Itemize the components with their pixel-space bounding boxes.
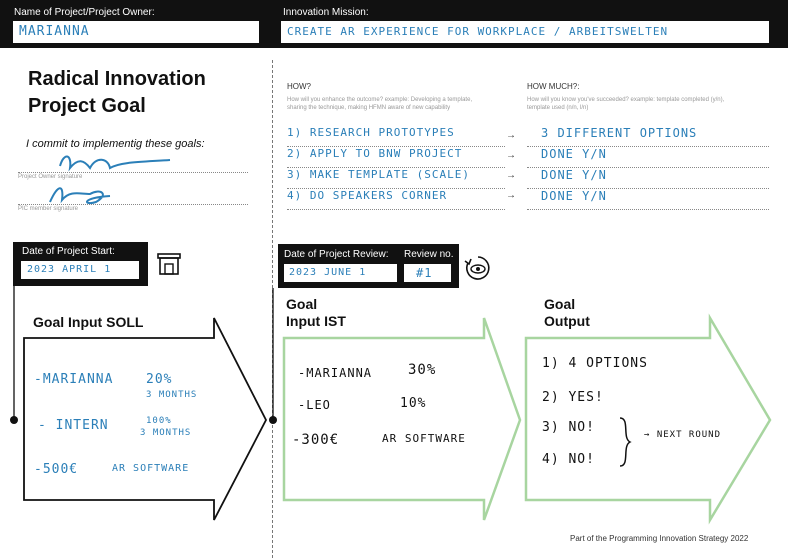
how-item: 2) APPLY TO BNW PROJECT [287, 147, 505, 168]
ist-item-amount: AR SOFTWARE [382, 432, 466, 445]
ist-arrow [284, 318, 520, 520]
output-title-line-1: Goal [544, 296, 576, 312]
how-description: How will you enhance the outcome? example: Developing a template, sharing the technique, making HFMN aware of new capability [287, 97, 473, 111]
soll-item-note: 3 MONTHS [146, 390, 198, 400]
output-item: 4) NO! [542, 452, 595, 467]
soll-item-amount: 20% [146, 372, 173, 387]
soll-item-name: -MARIANNA [34, 372, 114, 387]
output-item: 2) YES! [542, 390, 604, 405]
mission-value: CREATE AR EXPERIENCE FOR WORKPLACE / ARBEITSWELTEN [287, 25, 669, 38]
owner-value: MARIANNA [19, 24, 90, 39]
brace-mark [616, 416, 636, 468]
review-no-value: #1 [416, 266, 433, 280]
soll-item-name: -500€ [34, 462, 79, 477]
start-date-value: 2023 APRIL 1 [27, 264, 112, 275]
mission-label: Innovation Mission: [283, 7, 369, 18]
howmuch-item: DONE Y/N [527, 189, 769, 210]
pic-sig-label: PIC member signature [18, 206, 79, 212]
review-label: Date of Project Review: [284, 249, 389, 260]
footer-text: Part of the Programming Innovation Strategy 2022 [570, 534, 749, 543]
howmuch-description: How will you know you've succeeded? example: template completed (y/n), template used (n/n, l/n) [527, 97, 725, 111]
soll-item-amount: AR SOFTWARE [112, 463, 190, 474]
how-item: 3) MAKE TEMPLATE (SCALE) [287, 168, 505, 189]
ist-item-name: -LEO [298, 398, 331, 412]
ist-title-line-2: Input IST [286, 313, 346, 329]
soll-item-note: 3 MONTHS [140, 428, 192, 438]
output-title-line-2: Output [544, 313, 590, 329]
output-item: 1) 4 OPTIONS [542, 356, 648, 371]
ist-title-line-1: Goal [286, 296, 318, 312]
how-arrows: → → → → [506, 130, 516, 201]
next-round-note: → NEXT ROUND [644, 430, 722, 440]
howmuch-heading: HOW MUCH?: [527, 82, 580, 91]
title-line-2: Project Goal [28, 95, 146, 117]
title-line-1: Radical Innovation [28, 68, 206, 90]
ist-item-name: -MARIANNA [298, 366, 373, 380]
ist-item-name: -300€ [292, 432, 340, 448]
howmuch-item: DONE Y/N [527, 147, 769, 168]
how-heading: HOW? [287, 82, 311, 91]
how-item: 4) DO SPEAKERS CORNER [287, 189, 505, 210]
soll-item-name: - INTERN [38, 418, 109, 433]
start-label: Date of Project Start: [22, 246, 115, 257]
output-item: 3) NO! [542, 420, 595, 435]
review-no-label: Review no. [404, 249, 454, 260]
ist-item-amount: 30% [408, 362, 437, 378]
review-date-value: 2023 JUNE 1 [289, 267, 367, 278]
how-item: 1) RESEARCH PROTOTYPES [287, 126, 505, 147]
owner-label: Name of Project/Project Owner: [14, 7, 155, 18]
howmuch-item: 3 DIFFERENT OPTIONS [527, 126, 769, 147]
howmuch-item: DONE Y/N [527, 168, 769, 189]
output-title [544, 296, 590, 330]
soll-title: Goal Input SOLL [33, 314, 144, 330]
commit-text: I commit to implementig these goals: [26, 138, 205, 150]
soll-item-amount: 100% [146, 416, 172, 426]
ist-item-amount: 10% [400, 396, 427, 411]
owner-sig-label: Project Owner signature [18, 174, 83, 180]
ist-title [286, 296, 346, 330]
output-arrow [526, 318, 770, 520]
